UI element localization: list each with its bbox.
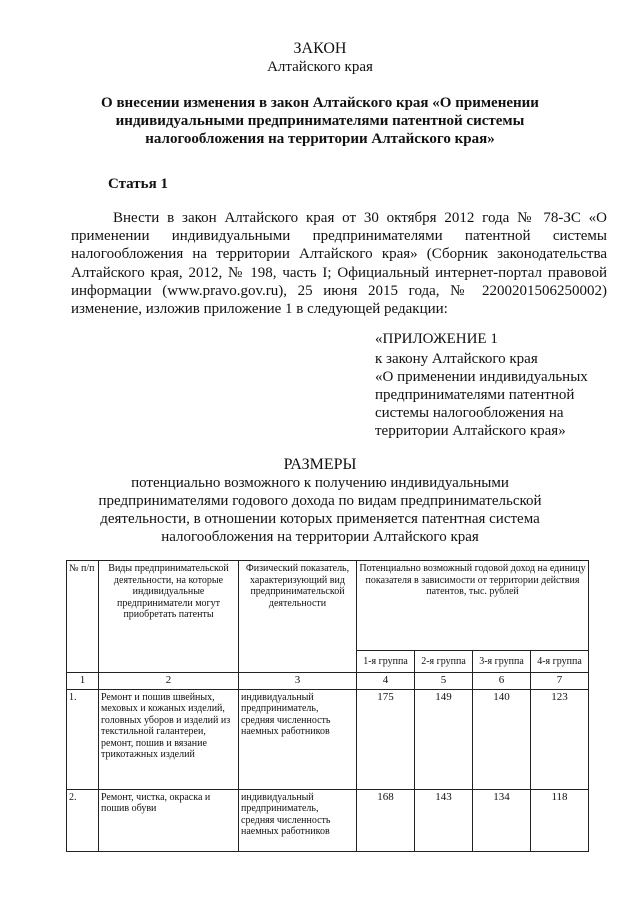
row-value-group-2: 143: [415, 789, 473, 851]
sizes-subtitle-line-2: предпринимателями годового дохода по видам предпринимательской: [98, 493, 542, 509]
appendix-line-6: территории Алтайского края»: [375, 423, 566, 439]
row-value-group-2: 149: [415, 689, 473, 789]
header-income: Потенциально возможный годовой доход на единицу показателя в зависимости от территории действия патентов, тыс. рублей: [357, 561, 589, 651]
sizes-subtitle-line-1: потенциально возможного к получению индивидуальными: [131, 475, 509, 491]
row-value-group-4: 118: [531, 789, 589, 851]
law-subject-line-1: О внесении изменения в закон Алтайского края «О применении: [101, 95, 539, 111]
header-group-4: 4-я группа: [531, 651, 589, 673]
row-num: 2.: [67, 789, 99, 851]
row-kind: Ремонт, чистка, окраска и пошив обуви: [99, 789, 239, 851]
row-value-group-3: 134: [473, 789, 531, 851]
col-number: 2: [99, 673, 239, 690]
row-value-group-1: 168: [357, 789, 415, 851]
header-kind: Виды предпринимательской деятельности, на которые индивидуальные предприниматели могут приобретать патенты: [99, 561, 239, 673]
income-table: [66, 560, 589, 852]
article-heading: Статья 1: [108, 176, 168, 192]
row-num: 1.: [67, 689, 99, 789]
sizes-title: РАЗМЕРЫ: [283, 456, 357, 473]
row-value-group-3: 140: [473, 689, 531, 789]
sizes-subtitle-line-3: деятельности, в отношении которых применяется патентная система: [100, 511, 540, 527]
row-kind: Ремонт и пошив швейных, меховых и кожаных изделий, головных уборов и изделий из текстильной галантереи, ремонт, пошив и вязание трикотажных изделий: [99, 689, 239, 789]
header-num: № п/п: [67, 561, 99, 673]
law-region: Алтайского края: [267, 59, 373, 75]
appendix-line-4: предпринимателями патентной: [375, 387, 575, 403]
article-paragraph: [71, 209, 607, 318]
table-row: [67, 689, 589, 789]
col-number: 4: [357, 673, 415, 690]
header-group-3: 3-я группа: [473, 651, 531, 673]
row-indicator: индивидуальный предприниматель, средняя численность наемных работников: [239, 789, 357, 851]
law-subject-line-3: налогообложения на территории Алтайского края»: [145, 131, 495, 147]
appendix-line-5: системы налогообложения на: [375, 405, 564, 421]
col-number: 1: [67, 673, 99, 690]
table-row: [67, 789, 589, 851]
appendix-line-1: «ПРИЛОЖЕНИЕ 1: [375, 331, 498, 347]
sizes-subtitle-line-4: налогообложения на территории Алтайского края: [161, 529, 479, 545]
appendix-line-2: к закону Алтайского края: [375, 351, 538, 367]
law-subject-line-2: индивидуальными предпринимателями патентной системы: [115, 113, 525, 129]
col-number: 6: [473, 673, 531, 690]
row-value-group-4: 123: [531, 689, 589, 789]
article-text: Внести в закон Алтайского края от 30 октября 2012 года № 78-ЗС «О применении индивидуальными предпринимателями патентной системы налогообложения на территории Алтайского края» (Сборник законодательства Алтайского края, 2012, № 198, часть I; Официальный интернет-портал правовой информации (www.pravo.gov.ru), 25 июня 2015 года, № 2200201506250002) изменение, изложив приложение 1 в следующей редакции:: [71, 210, 607, 318]
row-indicator: индивидуальный предприниматель, средняя численность наемных работников: [239, 689, 357, 789]
col-number: 5: [415, 673, 473, 690]
header-group-2: 2-я группа: [415, 651, 473, 673]
row-value-group-1: 175: [357, 689, 415, 789]
header-group-1: 1-я группа: [357, 651, 415, 673]
law-title: ЗАКОН: [293, 40, 347, 57]
col-number: 7: [531, 673, 589, 690]
appendix-line-3: «О применении индивидуальных: [375, 369, 588, 385]
header-indicator: Физический показатель, характеризующий вид предпринимательской деятельности: [239, 561, 357, 673]
col-number: 3: [239, 673, 357, 690]
